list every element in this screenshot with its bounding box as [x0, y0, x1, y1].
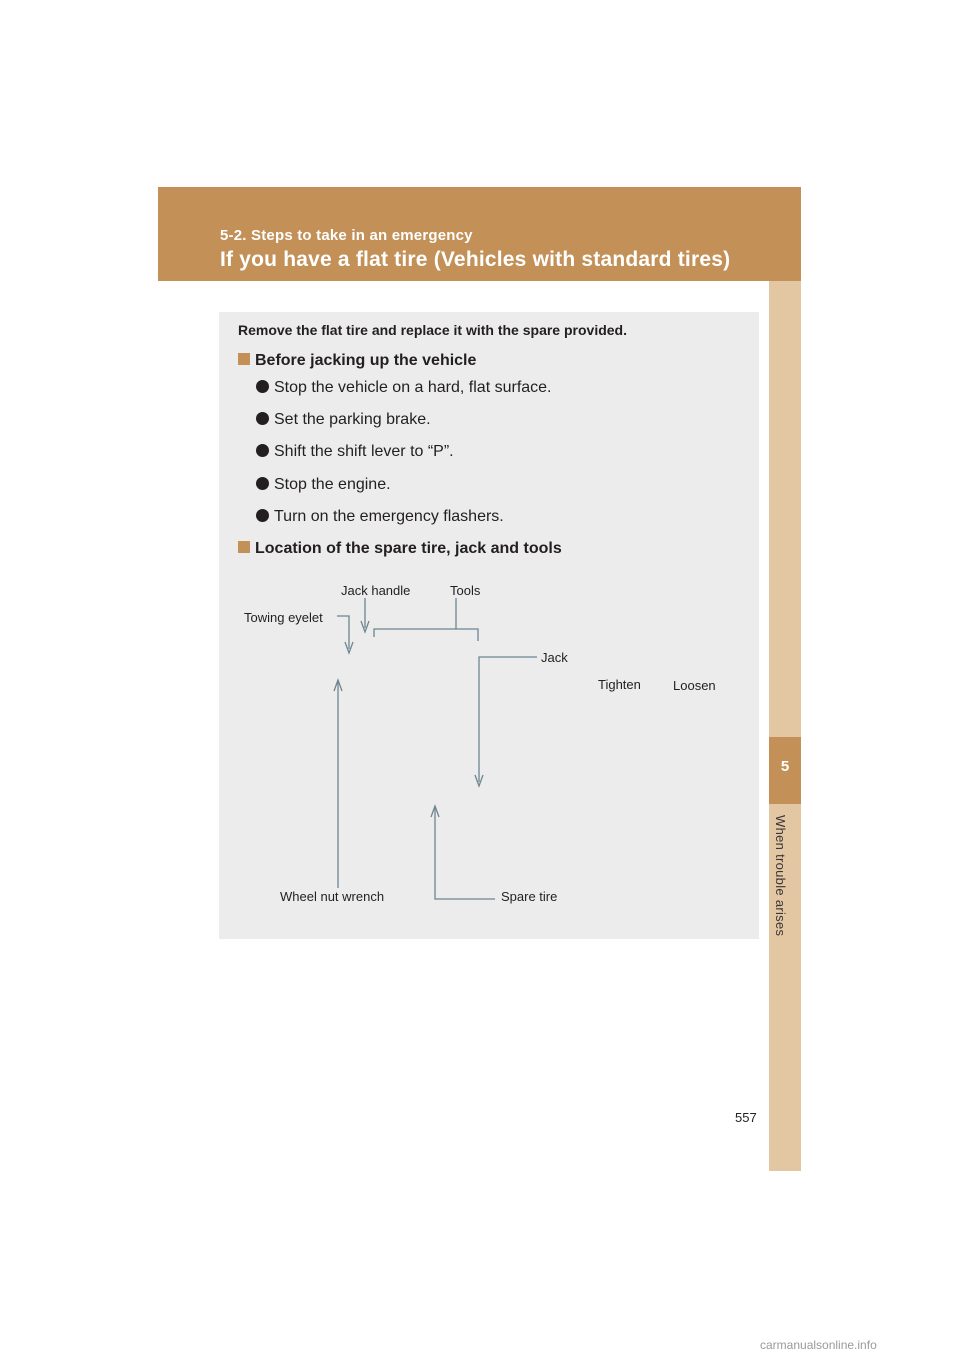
intro-text: Remove the flat tire and replace it with the spare provided. [238, 322, 627, 338]
bullet-item [256, 508, 504, 526]
bullet-text: Set the parking brake. [274, 411, 431, 428]
spare-tire-leader [435, 806, 495, 899]
side-chapter-title: When trouble arises [773, 815, 788, 937]
label-jack: Jack [541, 650, 568, 665]
page-title: If you have a flat tire (Vehicles with standard tires) [220, 248, 731, 271]
side-tab [769, 281, 801, 1171]
subheading-text: Location of the spare tire, jack and tools [255, 540, 562, 557]
round-bullet-icon [256, 477, 269, 490]
bullet-item [256, 411, 431, 429]
label-tools: Tools [450, 583, 481, 598]
bullet-text: Turn on the emergency flashers. [274, 508, 504, 525]
label-tighten: Tighten [598, 677, 641, 692]
bullet-item [256, 443, 454, 461]
bullet-item [256, 476, 391, 494]
subheading-before-jacking [238, 352, 476, 370]
round-bullet-icon [256, 509, 269, 522]
side-chapter-number: 5 [780, 758, 790, 775]
round-bullet-icon [256, 412, 269, 425]
subheading-spare-location [238, 540, 562, 558]
label-loosen: Loosen [673, 678, 716, 693]
subheading-text: Before jacking up the vehicle [255, 352, 477, 369]
round-bullet-icon [256, 444, 269, 457]
section-label: 5-2. Steps to take in an emergency [220, 227, 473, 244]
watermark: carmanualsonline.info [760, 1338, 877, 1352]
round-bullet-icon [256, 380, 269, 393]
page-number: 557 [735, 1110, 757, 1125]
towing-eyelet-leader [337, 616, 349, 649]
spare-tire-location-diagram [219, 570, 759, 930]
tools-bracket [374, 629, 478, 641]
label-towing-eyelet: Towing eyelet [244, 610, 323, 625]
bullet-text: Stop the engine. [274, 476, 391, 493]
bullet-text: Shift the shift lever to “P”. [274, 443, 454, 460]
label-wheel-nut-wrench: Wheel nut wrench [280, 889, 385, 904]
label-spare-tire: Spare tire [501, 889, 558, 904]
jack-leader [479, 657, 537, 782]
label-jack-handle: Jack handle [341, 583, 411, 598]
square-bullet-icon [238, 353, 250, 365]
bullet-item [256, 379, 552, 397]
square-bullet-icon [238, 541, 250, 553]
bullet-text: Stop the vehicle on a hard, flat surface. [274, 379, 552, 396]
